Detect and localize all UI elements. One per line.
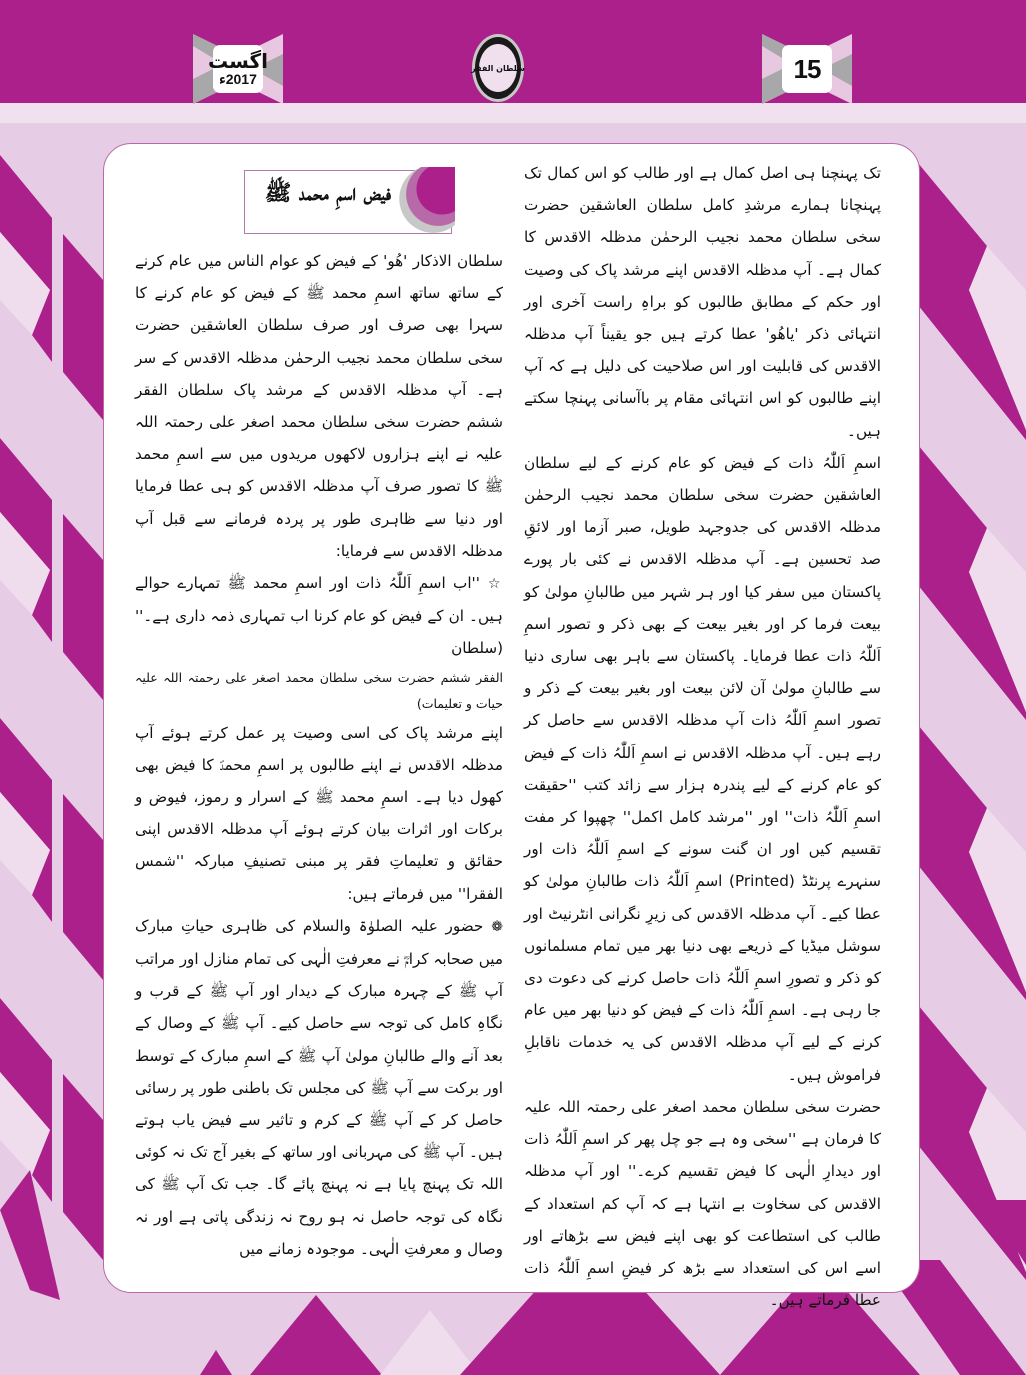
article-column-right — [524, 144, 881, 1316]
quote-text: حضور علیہ الصلوٰۃ والسلام کی ظاہری حیاتِ مبارک میں صحابہ کرامؓ نے معرفتِ الٰہی کی تمام منازل اور مراتب آپ ﷺ کے چہرہ مبارک کے دیدار اور آپ ﷺ کے قرب و نگاہِ کامل کی توجہ سے حاصل کیے۔ آپ ﷺ کے وصال کے بعد آنے والے طالبانِ مولیٰ آپ ﷺ کے اسمِ مبارک کے توسط اور برکت سے آپ ﷺ کی مجلس تک باطنی طور پر رسائی حاصل کر کے آپ ﷺ کے کرم و تاثیر سے فیض یاب ہوتے ہیں۔ آپ ﷺ کی مہربانی اور ساتھ کے بغیر آج تک نہ کوئی اللہ تک پہنچ پایا ہے نہ پہنچ پائے گا۔ جب تک آپ ﷺ کی نگاہ کی توجہ حاصل نہ ہو روح نہ زندگی پاتی ہے اور نہ وصال و معرفتِ الٰہی۔ موجودہ زمانے میں — [135, 916, 503, 1258]
page-number-badge — [762, 34, 852, 104]
flower-icon: ❁ — [491, 918, 503, 935]
issue-month: اگست — [208, 49, 269, 73]
star-icon: ☆ — [487, 576, 503, 593]
paragraph: اسمِ اَللّٰہُ ذات کے فیض کو عام کرنے کے لیے سلطان العاشقین حضرت سخی سلطان محمد نجیب الرحمٰن مدظلہ الاقدس کی جدوجہد طویل، صبر آزما اور لائقِ صد تحسین ہے۔ آپ مدظلہ الاقدس نے کئی بار پورے پاکستان میں سفر کیا اور ہر شہر میں طالبانِ مولیٰ کو بیعت فرما کر اور بغیر بیعت کے بھی ذکر و تصور اسمِ اَللّٰہُ ذات عطا فرمایا۔ پاکستان سے باہر بھی ساری دنیا سے طالبانِ مولیٰ آن لائن بیعت اور بغیر بیعت کے ذکر و تصور اسمِ اَللّٰہُ ذات آپ مدظلہ الاقدس سے حاصل کر رہے ہیں۔ آپ مدظلہ الاقدس نے اسمِ اَللّٰہُ ذات کے فیض کو عام کرنے کے لیے پندرہ ہزار سے زائد کتب ''حقیقت اسمِ اَللّٰہُ ذات'' اور ''مرشد کامل اکمل'' چھپوا کر مفت تقسیم کیں اور ان گنت سونے کے اسمِ اَللّٰہُ ذات اور سنہرے پرنٹڈ (Printed) اسمِ اَللّٰہُ ذات طالبانِ مولیٰ کو عطا کیے۔ آپ مدظلہ الاقدس کی زیرِ نگرانی انٹرنیٹ اور سوشل میڈیا کے ذریعے بھی دنیا بھر میں تمام مسلمانوں کو ذکر و تصورِ اسمِ اَللّٰہُ ذات حاصل کرنے کی دعوت دی جا رہی ہے۔ اسمِ اَللّٰہُ ذات کے فیض کو دنیا بھر میں عام کرنے کے لیے آپ مدظلہ الاقدس کی یہ خدمات ناقابلِ فراموش ہیں۔ — [524, 453, 881, 1084]
citation: الفقر ششم حضرت سخی سلطان محمد اصغر علی رحمتہ اللہ علیہ حیات و تعلیمات) — [135, 669, 503, 711]
article-column-left — [135, 144, 503, 1265]
magazine-logo — [472, 34, 524, 102]
article-title: فیض اسمِ محمد ﷺ — [264, 180, 391, 206]
quote-paragraph — [135, 567, 503, 665]
quote-paragraph — [135, 910, 503, 1265]
paragraph: سلطان الاذکار 'ھُو' کے فیض کو عوام الناس میں عام کرنے کے ساتھ ساتھ اسمِ محمد ﷺ کے فیض کو عام کرنے کا سہرا بھی صرف اور صرف سلطان العاشقین حضرت سخی سلطان محمد نجیب الرحمٰن مدظلہ الاقدس کے سر ہے۔ آپ مدظلہ الاقدس کے مرشد پاک سلطان الفقر ششم حضرت سخی سلطان محمد اصغر علی رحمتہ اللہ علیہ نے اپنے ہزاروں لاکھوں مریدوں میں سے اسمِ محمد ﷺ کا تصور صرف آپ مدظلہ الاقدس کو ہی عطا فرمایا اور دنیا سے ظاہری طور پر پردہ فرمانے سے قبل آپ مدظلہ الاقدس سے فرمایا: — [135, 252, 503, 560]
article-card — [103, 143, 920, 1310]
logo-text: سلطان الفقر — [479, 44, 517, 92]
header-sub-band — [0, 103, 1026, 123]
paragraph: اپنے مرشد پاک کی اسی وصیت پر عمل کرتے ہوئے آپ مدظلہ الاقدس نے اپنے طالبوں پر اسمِ محمدؐ کا فیض بھی کھول دیا ہے۔ اسمِ محمد ﷺ کے اسرار و رموز، فیوض و برکات اور اثرات بیان کرتے ہوئے آپ مدظلہ الاقدس اپنی حقائق و تعلیماتِ فقر پر مبنی تصنیفِ مبارکہ ''شمس الفقرا'' میں فرماتے ہیں: — [135, 723, 503, 903]
issue-year: 2017ء — [219, 71, 257, 87]
page-number: 15 — [793, 53, 821, 84]
issue-date-badge — [193, 34, 283, 104]
paragraph: تک پہنچنا ہی اصل کمال ہے اور طالب کو اس کمال تک پہنچانا ہمارے مرشدِ کامل سلطان العاشقین حضرت سخی سلطان محمد نجیب الرحمٰن مدظلہ الاقدس کا کمال ہے۔ آپ مدظلہ الاقدس اپنے مرشد پاک کی وصیت اور حکم کے مطابق طالبوں کو براہِ راست آخری اور انتہائی ذکر 'یاھُو' عطا کرتے ہیں جو یقیناً آپ مدظلہ الاقدس کی قابلیت اور اس صلاحیت کی دلیل ہے کہ آپ اپنے طالبوں کو اس انتہائی مقام پر باآسانی پہنچا سکتے ہیں۔ — [524, 164, 881, 440]
quote-text: ''اب اسمِ اَللّٰہُ ذات اور اسمِ محمد ﷺ تمہارے حوالے ہیں۔ ان کے فیض کو عام کرنا اب تمہاری ذمہ داری ہے۔'' (سلطان — [135, 574, 503, 658]
paragraph: حضرت سخی سلطان محمد اصغر علی رحمتہ اللہ علیہ کا فرمان ہے ''سخی وہ ہے جو چل پھر کر اسمِ اَللّٰہُ ذات اور دیدارِ الٰہی کا فیض تقسیم کرے۔'' اور آپ مدظلہ الاقدس کی سخاوت بے انتہا ہے کہ آپ کم استعداد کے طالب کی استطاعت کو بھی اپنے فیض سے بڑھاتے اور اسے اس کی استعداد سے بڑھ کر فیضِ اسمِ اَللّٰہُ ذات عطا فرماتے ہیں۔ — [524, 1097, 881, 1310]
article-title-box — [244, 170, 452, 234]
